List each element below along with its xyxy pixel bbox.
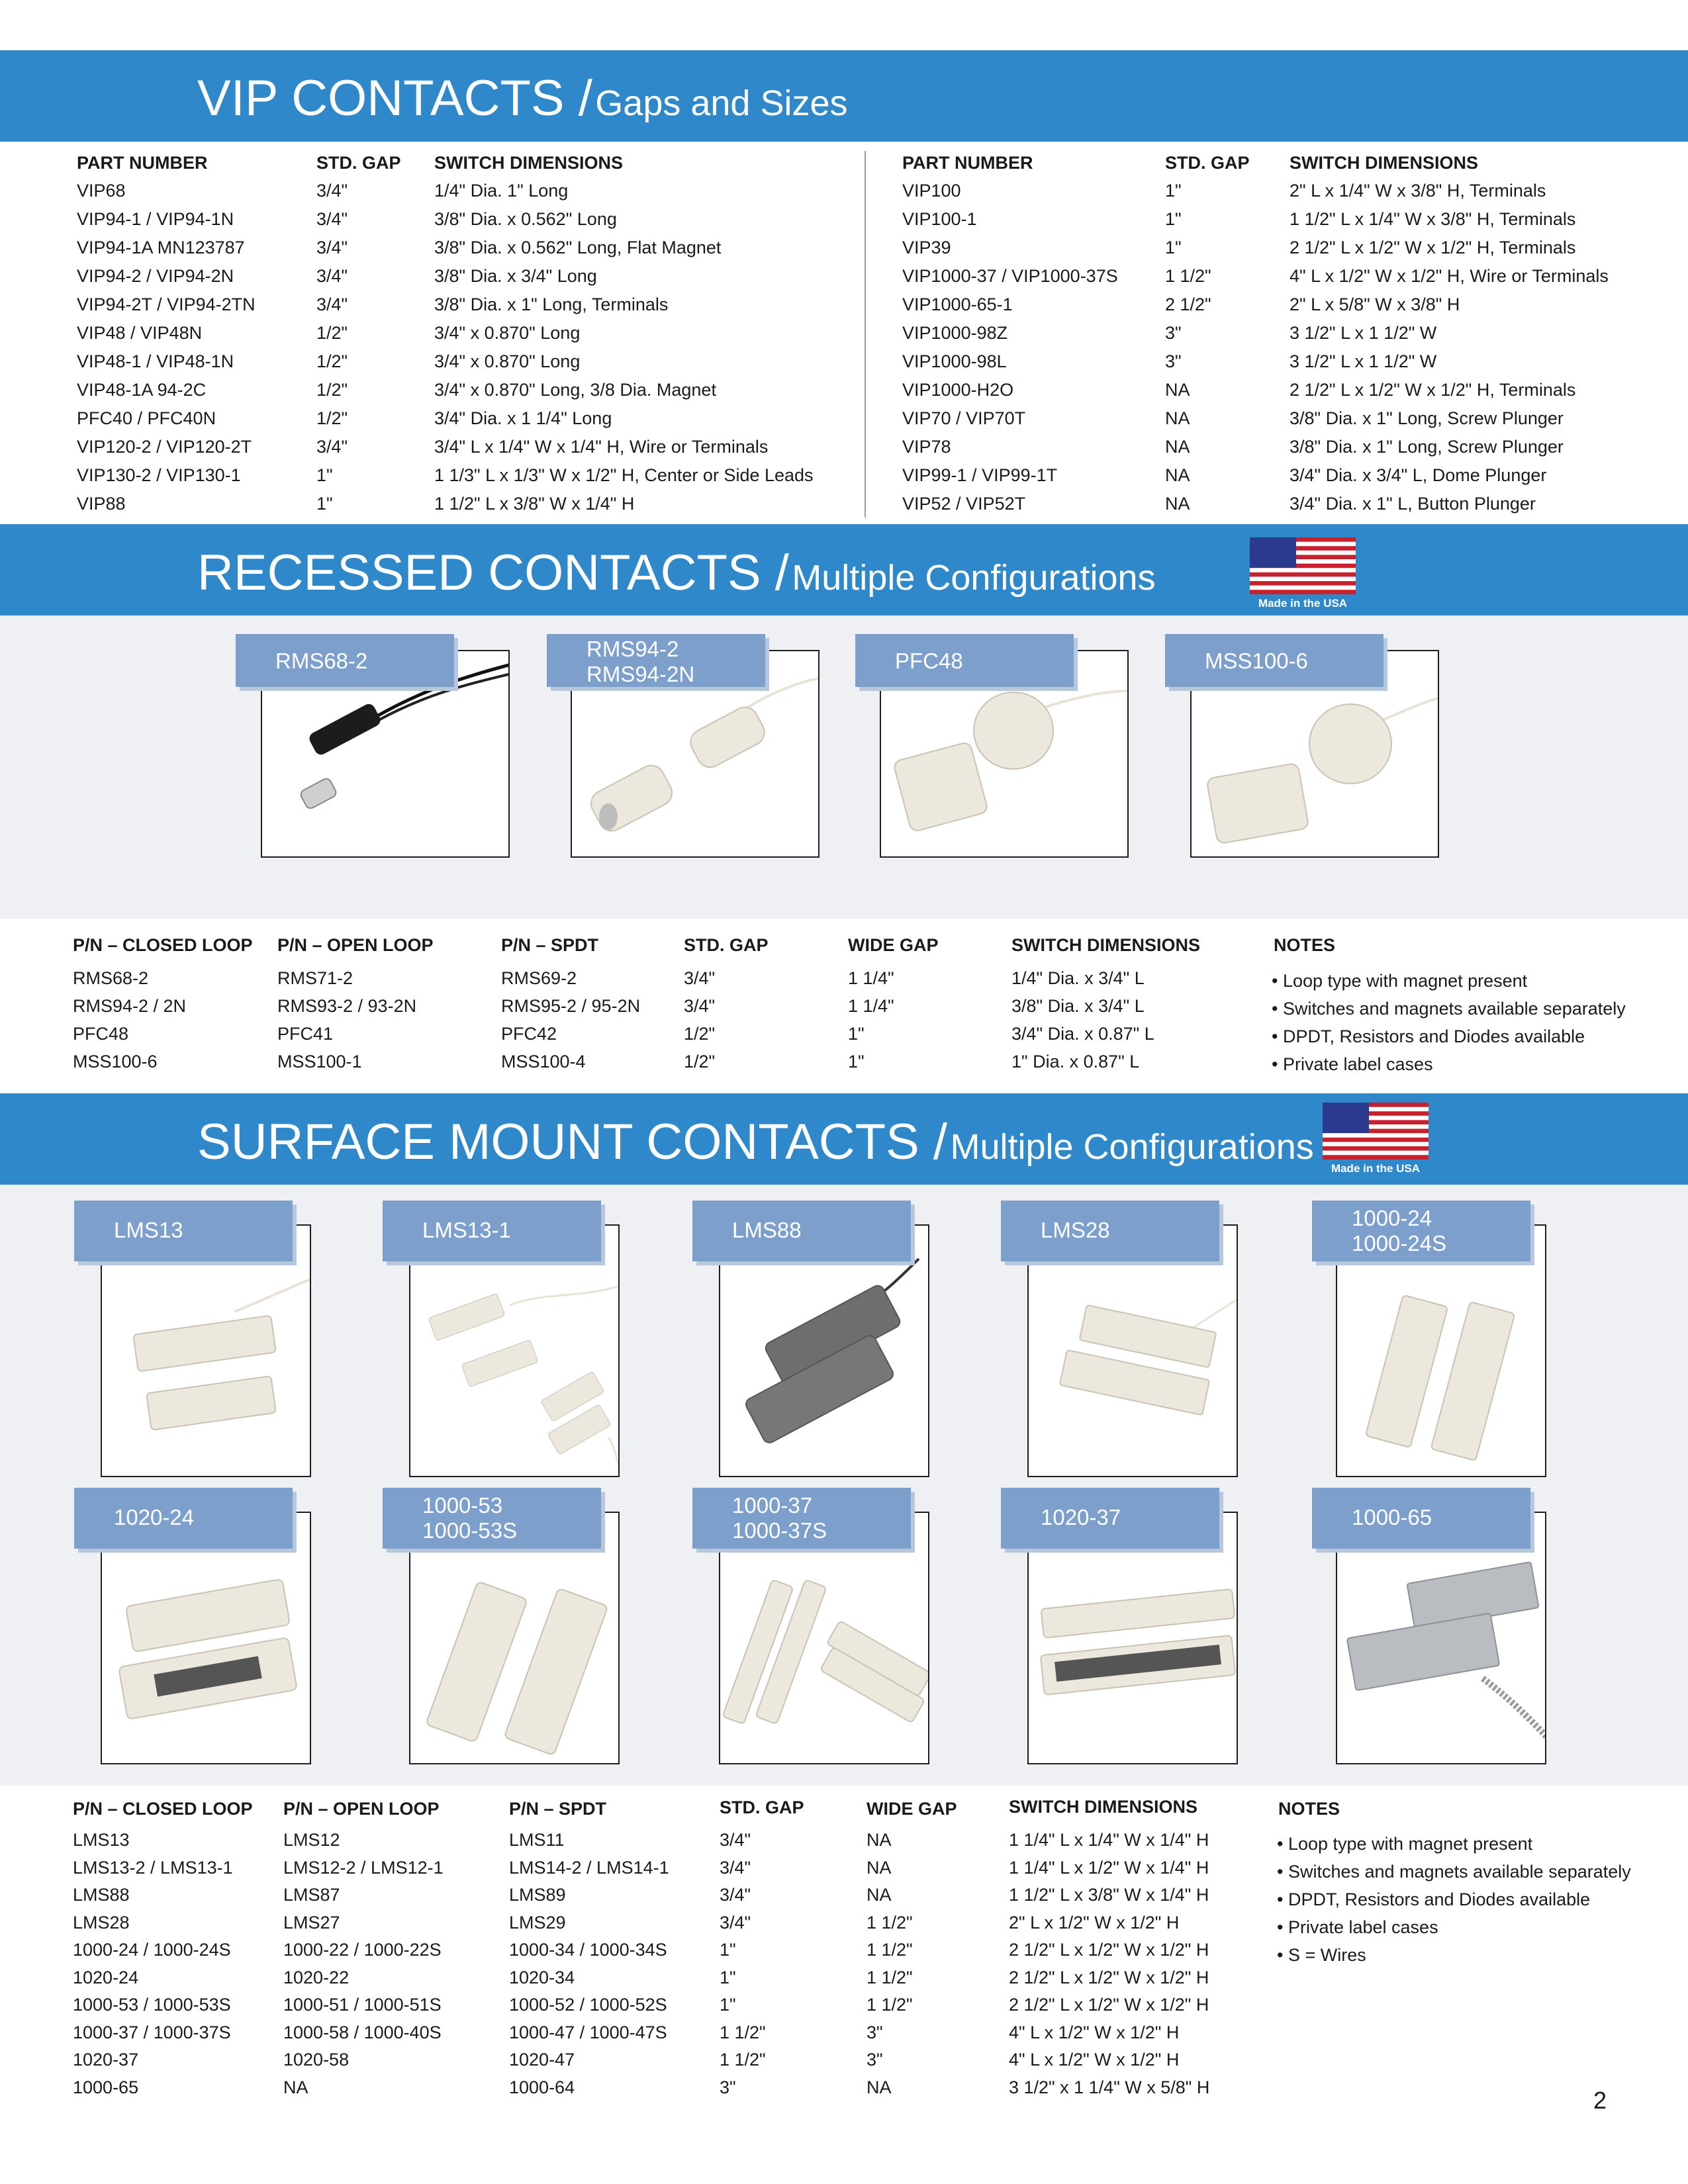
product-label-1020-24: 1020-24 <box>74 1488 293 1549</box>
table-row <box>902 234 1687 262</box>
table-cell: VIP48-1 / VIP48-1N <box>77 351 234 371</box>
table-cell: 1 1/4" <box>848 968 894 988</box>
product-label-lms13-1: LMS13-1 <box>383 1201 601 1261</box>
product-photo-1020-24 <box>101 1512 311 1764</box>
table-row <box>902 376 1687 404</box>
table-cell: 1/2" <box>316 380 348 400</box>
table-cell: 1000-52 / 1000-52S <box>509 1995 667 2015</box>
col-header: P/N – SPDT <box>501 935 599 955</box>
product-photo-1000-65 <box>1336 1512 1546 1764</box>
table-cell: RMS68-2 <box>73 968 149 988</box>
table-cell: 1 1/2" L x 3/8" W x 1/4" H <box>1009 1885 1209 1905</box>
table-cell: 1000-64 <box>509 2077 575 2097</box>
table-cell: 2 1/2" L x 1/2" W x 1/2" H <box>1009 1995 1209 2015</box>
note: • Loop type with magnet present <box>1272 971 1528 991</box>
col-header: P/N – SPDT <box>509 1799 607 1819</box>
table-cell: MSS100-1 <box>277 1052 362 1071</box>
table-cell: 2" L x 1/2" W x 1/2" H <box>1009 1912 1180 1933</box>
table-cell: 1" <box>720 1967 736 1987</box>
vip-table-right <box>902 149 1687 518</box>
table-cell: 3/4" Dia. x 1 1/4" Long <box>434 408 612 428</box>
table-cell: 3/4" <box>684 968 716 988</box>
note: • Private label cases <box>1272 1054 1433 1074</box>
table-row <box>902 461 1687 490</box>
table-cell: 4" L x 1/2" W x 1/2" H <box>1009 2022 1180 2042</box>
table-cell: 3/4" L x 1/4" W x 1/4" H, Wire or Terminals <box>434 437 769 457</box>
table-cell: NA <box>283 2077 308 2097</box>
table-cell: PFC40 / PFC40N <box>77 408 216 428</box>
col-header: STD. GAP <box>684 935 769 955</box>
product-photo-lms28 <box>1027 1224 1238 1477</box>
table-cell: 2 1/2" L x 1/2" W x 1/2" H <box>1009 1967 1209 1987</box>
table-cell: 1000-34 / 1000-34S <box>509 1940 667 1960</box>
col-header: NOTES <box>1274 935 1336 955</box>
note: • Switches and magnets available separately <box>1277 1862 1631 1882</box>
table-cell: 3/8" Dia. x 3/4" L <box>1011 996 1145 1016</box>
col-header: SWITCH DIMENSIONS <box>1009 1797 1198 1817</box>
col-header: STD. GAP <box>1165 152 1250 173</box>
surface-banner <box>0 1093 1688 1185</box>
table-cell: 1/2" <box>684 1024 716 1044</box>
table-cell: 1" <box>1165 181 1182 201</box>
table-cell: RMS93-2 / 93-2N <box>277 996 417 1016</box>
table-cell: PFC41 <box>277 1024 334 1044</box>
table-cell: 1020-22 <box>283 1967 350 1987</box>
col-header: NOTES <box>1278 1799 1340 1819</box>
table-cell: 1000-37 / 1000-37S <box>73 2022 231 2042</box>
table-cell: 1000-22 / 1000-22S <box>283 1940 442 1960</box>
table-cell: 3/8" Dia. x 0.562" Long, Flat Magnet <box>434 238 722 257</box>
table-cell: 1" <box>316 494 333 514</box>
col-header: SWITCH DIMENSIONS <box>1289 152 1479 173</box>
table-cell: 3/4" <box>720 1830 751 1850</box>
table-cell: 1 1/2" <box>720 2050 766 2070</box>
table-cell: 1020-34 <box>509 1967 575 1987</box>
surface-photo-panel <box>0 1185 1688 1786</box>
col-header: P/N – OPEN LOOP <box>277 935 434 955</box>
table-row <box>77 376 858 404</box>
col-header: SWITCH DIMENSIONS <box>1011 935 1201 955</box>
table-cell: 1" <box>848 1024 865 1044</box>
table-cell: VIP120-2 / VIP120-2T <box>77 437 252 457</box>
table-cell: 3/8" Dia. x 3/4" Long <box>434 266 597 286</box>
table-cell: 1 1/4" L x 1/2" W x 1/4" H <box>1009 1857 1209 1878</box>
table-cell: LMS13-2 / LMS13-1 <box>73 1857 233 1878</box>
product-photo-lms13-1 <box>409 1224 620 1477</box>
table-cell: 3/4" x 0.870" Long <box>434 323 581 343</box>
table-cell: LMS12 <box>283 1830 340 1850</box>
product-photo-1000-37 <box>719 1512 929 1764</box>
table-cell: 3/4" <box>720 1857 751 1878</box>
table-cell: PFC48 <box>73 1024 129 1044</box>
recessed-title: RECESSED CONTACTS / <box>197 545 789 601</box>
table-row <box>77 291 858 319</box>
table-cell: 3/8" Dia. x 0.562" Long <box>434 209 617 229</box>
recessed-banner <box>0 524 1688 615</box>
table-cell: 2" L x 1/4" W x 3/8" H, Terminals <box>1289 181 1546 201</box>
table-cell: VIP1000-H2O <box>902 380 1014 400</box>
product-label-1000-24: 1000-24 1000-24S <box>1312 1201 1530 1261</box>
note: • S = Wires <box>1277 1945 1366 1965</box>
table-cell: NA <box>1165 437 1190 457</box>
product-photo-lms88 <box>719 1224 929 1477</box>
table-cell: 4" L x 1/2" W x 1/2" H <box>1009 2050 1180 2070</box>
usa-flag-icon <box>1250 537 1356 594</box>
table-cell: VIP48 / VIP48N <box>77 323 203 343</box>
table-cell: 1" <box>1165 238 1182 257</box>
product-label-lms88: LMS88 <box>692 1201 911 1261</box>
col-header: P/N – CLOSED LOOP <box>73 935 253 955</box>
note: • Loop type with magnet present <box>1277 1834 1533 1854</box>
table-cell: 1 1/2" <box>867 1995 913 2015</box>
table-row <box>902 347 1687 376</box>
table-cell: LMS11 <box>509 1830 565 1850</box>
table-cell: LMS14-2 / LMS14-1 <box>509 1857 669 1878</box>
table-cell: 3/8" Dia. x 1" Long, Terminals <box>434 295 669 314</box>
table-cell: 4" L x 1/2" W x 1/2" H, Wire or Terminals <box>1289 266 1609 286</box>
table-cell: VIP70 / VIP70T <box>902 408 1026 428</box>
table-cell: 3/4" <box>316 266 348 286</box>
table-cell: LMS89 <box>509 1885 566 1905</box>
table-cell: 3/4" Dia. x 1" L, Button Plunger <box>1289 494 1536 514</box>
note: • Private label cases <box>1277 1917 1438 1937</box>
table-cell: 1" <box>1165 209 1182 229</box>
table-cell: 3 1/2" x 1 1/4" W x 5/8" H <box>1009 2077 1210 2097</box>
usa-flag <box>1323 1103 1429 1175</box>
note: • DPDT, Resistors and Diodes available <box>1277 1889 1591 1909</box>
table-cell: 3 1/2" L x 1 1/2" W <box>1289 323 1437 343</box>
table-cell: 3/4" <box>316 209 348 229</box>
table-cell: LMS28 <box>73 1912 130 1933</box>
product-photo-1020-37 <box>1027 1512 1238 1764</box>
table-cell: 2 1/2" L x 1/2" W x 1/2" H, Terminals <box>1289 380 1576 400</box>
recessed-photo-panel <box>0 615 1688 919</box>
table-cell: 3/4" <box>316 437 348 457</box>
col-header: WIDE GAP <box>848 935 939 955</box>
table-cell: 1 1/3" L x 1/3" W x 1/2" H, Center or Side Leads <box>434 465 814 485</box>
table-cell: 1000-65 <box>73 2077 139 2097</box>
table-cell: VIP94-1 / VIP94-1N <box>77 209 234 229</box>
table-cell: 1" <box>316 465 333 485</box>
col-header: PART NUMBER <box>902 152 1033 173</box>
product-label-rms94-2: RMS94-2 RMS94-2N <box>547 634 765 687</box>
product-label-pfc48: PFC48 <box>855 634 1074 687</box>
col-header: WIDE GAP <box>867 1799 957 1819</box>
table-cell: 1000-51 / 1000-51S <box>283 1995 442 2015</box>
table-cell: VIP78 <box>902 437 951 457</box>
table-cell: 1/2" <box>684 1052 716 1071</box>
table-row <box>77 404 858 433</box>
table-cell: 3/4" Dia. x 3/4" L, Dome Plunger <box>1289 465 1547 485</box>
table-row <box>902 291 1687 319</box>
table-cell: 3/4" <box>720 1885 751 1905</box>
note: • DPDT, Resistors and Diodes available <box>1272 1026 1585 1046</box>
table-cell: 1 1/2" <box>720 2022 766 2042</box>
note: • Switches and magnets available separately <box>1272 999 1626 1019</box>
table-cell: 3/8" Dia. x 1" Long, Screw Plunger <box>1289 437 1564 457</box>
table-row <box>77 262 858 291</box>
table-cell: 1/2" <box>316 323 348 343</box>
table-cell: PFC42 <box>501 1024 557 1044</box>
table-cell: MSS100-6 <box>73 1052 158 1071</box>
table-cell: 1 1/2" L x 3/8" W x 1/4" H <box>434 494 635 514</box>
table-row <box>902 262 1687 291</box>
table-cell: NA <box>867 1830 892 1850</box>
table-cell: NA <box>1165 408 1190 428</box>
table-cell: VIP94-2 / VIP94-2N <box>77 266 234 286</box>
table-row <box>77 319 858 347</box>
table-cell: NA <box>1165 494 1190 514</box>
table-cell: LMS29 <box>509 1912 566 1933</box>
table-cell: 1/4" Dia. 1" Long <box>434 181 569 201</box>
product-label-mss100-6: MSS100-6 <box>1165 634 1383 687</box>
table-cell: 3 1/2" L x 1 1/2" W <box>1289 351 1437 371</box>
table-cell: VIP100-1 <box>902 209 977 229</box>
table-row <box>902 205 1687 234</box>
table-row <box>77 461 858 490</box>
table-cell: 1000-58 / 1000-40S <box>283 2022 442 2042</box>
usa-flag-icon <box>1323 1103 1429 1160</box>
table-cell: VIP1000-37 / VIP1000-37S <box>902 266 1118 286</box>
product-label-1000-53: 1000-53 1000-53S <box>383 1488 601 1549</box>
vip-subtitle: Gaps and Sizes <box>595 83 848 123</box>
table-cell: 3/4" <box>316 181 348 201</box>
table-cell: RMS95-2 / 95-2N <box>501 996 641 1016</box>
table-cell: 1 1/4" <box>848 996 894 1016</box>
table-cell: 2 1/2" L x 1/2" W x 1/2" H, Terminals <box>1289 238 1576 257</box>
table-cell: NA <box>867 2077 892 2097</box>
col-header: P/N – OPEN LOOP <box>283 1799 440 1819</box>
table-cell: VIP1000-98L <box>902 351 1007 371</box>
table-cell: 3" <box>867 2050 883 2070</box>
table-cell: 1020-58 <box>283 2050 350 2070</box>
table-row <box>902 433 1687 461</box>
table-cell: 3/4" x 0.870" Long, 3/8 Dia. Magnet <box>434 380 716 400</box>
vip-table-left <box>77 149 858 518</box>
col-header: STD. GAP <box>720 1797 804 1817</box>
table-cell: NA <box>867 1857 892 1878</box>
table-cell: VIP88 <box>77 494 126 514</box>
surface-title: SURFACE MOUNT CONTACTS / <box>197 1114 948 1170</box>
table-row <box>77 205 858 234</box>
table-cell: 3/4" <box>316 238 348 257</box>
table-cell: 3/4" <box>316 295 348 314</box>
table-cell: VIP100 <box>902 181 961 201</box>
table-cell: 3/8" Dia. x 1" Long, Screw Plunger <box>1289 408 1564 428</box>
table-row <box>902 177 1687 205</box>
table-cell: 1/4" Dia. x 3/4" L <box>1011 968 1145 988</box>
table-cell: 1 1/2" <box>867 1912 913 1933</box>
table-cell: 1020-37 <box>73 2050 139 2070</box>
table-row <box>902 404 1687 433</box>
table-cell: 3" <box>1165 351 1182 371</box>
table-cell: 1 1/2" <box>1165 266 1211 286</box>
table-cell: 1000-47 / 1000-47S <box>509 2022 667 2042</box>
table-cell: 2 1/2" <box>1165 295 1211 314</box>
table-cell: 2 1/2" L x 1/2" W x 1/2" H <box>1009 1940 1209 1960</box>
product-photo-lms13 <box>101 1224 311 1477</box>
table-cell: 1000-53 / 1000-53S <box>73 1995 231 2015</box>
flag-caption: Made in the USA <box>1331 1162 1421 1175</box>
table-row <box>902 490 1687 518</box>
table-cell: 1 1/2" <box>867 1940 913 1960</box>
vip-banner <box>0 50 1688 142</box>
table-cell: 1" Dia. x 0.87" L <box>1011 1052 1140 1071</box>
table-row <box>77 490 858 518</box>
table-cell: 1" <box>720 1995 736 2015</box>
table-cell: VIP39 <box>902 238 951 257</box>
table-row <box>77 177 858 205</box>
table-cell: 3/4" <box>684 996 716 1016</box>
table-cell: RMS71-2 <box>277 968 353 988</box>
product-label-lms28: LMS28 <box>1001 1201 1219 1261</box>
table-cell: 1 1/4" L x 1/4" W x 1/4" H <box>1009 1830 1209 1850</box>
table-cell: 1" <box>720 1940 736 1960</box>
table-cell: VIP94-1A MN123787 <box>77 238 245 257</box>
table-cell: 3/4" <box>720 1912 751 1933</box>
table-cell: VIP94-2T / VIP94-2TN <box>77 295 256 314</box>
usa-flag <box>1250 537 1356 610</box>
table-cell: NA <box>867 1885 892 1905</box>
table-cell: 1/2" <box>316 408 348 428</box>
table-cell: RMS94-2 / 2N <box>73 996 187 1016</box>
table-cell: VIP1000-65-1 <box>902 295 1013 314</box>
table-cell: 1 1/2" L x 1/4" W x 3/8" H, Terminals <box>1289 209 1576 229</box>
table-cell: VIP48-1A 94-2C <box>77 380 207 400</box>
table-cell: 3/4" x 0.870" Long <box>434 351 581 371</box>
product-label-1020-37: 1020-37 <box>1001 1488 1219 1549</box>
table-cell: 1/2" <box>316 351 348 371</box>
table-cell: 1000-24 / 1000-24S <box>73 1940 231 1960</box>
table-cell: LMS87 <box>283 1885 340 1905</box>
recessed-subtitle: Multiple Configurations <box>792 558 1156 598</box>
table-cell: VIP130-2 / VIP130-1 <box>77 465 241 485</box>
table-row <box>77 234 858 262</box>
table-row <box>902 319 1687 347</box>
col-header: SWITCH DIMENSIONS <box>434 152 624 173</box>
table-cell: 3" <box>720 2077 736 2097</box>
table-cell: 1" <box>848 1052 865 1071</box>
product-photo-1000-53 <box>409 1512 620 1764</box>
table-cell: MSS100-4 <box>501 1052 586 1071</box>
table-cell: VIP1000-98Z <box>902 323 1008 343</box>
table-cell: 3" <box>867 2022 883 2042</box>
table-row <box>77 347 858 376</box>
table-cell: NA <box>1165 380 1190 400</box>
table-cell: 1020-24 <box>73 1967 139 1987</box>
table-cell: VIP68 <box>77 181 126 201</box>
flag-caption: Made in the USA <box>1258 597 1348 610</box>
table-cell: LMS27 <box>283 1912 340 1933</box>
col-header: STD. GAP <box>316 152 401 173</box>
page-number: 2 <box>1593 2087 1607 2114</box>
col-header: P/N – CLOSED LOOP <box>73 1799 253 1819</box>
product-label-1000-37: 1000-37 1000-37S <box>692 1488 911 1549</box>
surface-notes <box>1277 1830 1631 1969</box>
product-label-1000-65: 1000-65 <box>1312 1488 1530 1549</box>
product-photo-1000-24 <box>1336 1224 1546 1477</box>
table-cell: RMS69-2 <box>501 968 577 988</box>
table-cell: LMS13 <box>73 1830 130 1850</box>
recessed-notes <box>1272 967 1626 1078</box>
table-cell: NA <box>1165 465 1190 485</box>
table-cell: VIP52 / VIP52T <box>902 494 1026 514</box>
product-label-rms68-2: RMS68-2 <box>236 634 454 687</box>
column-divider <box>865 151 866 518</box>
surface-subtitle: Multiple Configurations <box>950 1127 1314 1167</box>
table-cell: VIP99-1 / VIP99-1T <box>902 465 1058 485</box>
table-cell: 1020-47 <box>509 2050 575 2070</box>
col-header: PART NUMBER <box>77 152 208 173</box>
table-cell: 3" <box>1165 323 1182 343</box>
vip-title: VIP CONTACTS / <box>197 70 592 126</box>
table-cell: LMS88 <box>73 1885 130 1905</box>
product-label-lms13: LMS13 <box>74 1201 293 1261</box>
table-row <box>77 433 858 461</box>
table-cell: 1 1/2" <box>867 1967 913 1987</box>
table-cell: LMS12-2 / LMS12-1 <box>283 1857 444 1878</box>
table-cell: 3/4" Dia. x 0.87" L <box>1011 1024 1154 1044</box>
table-cell: 2" L x 5/8" W x 3/8" H <box>1289 295 1460 314</box>
